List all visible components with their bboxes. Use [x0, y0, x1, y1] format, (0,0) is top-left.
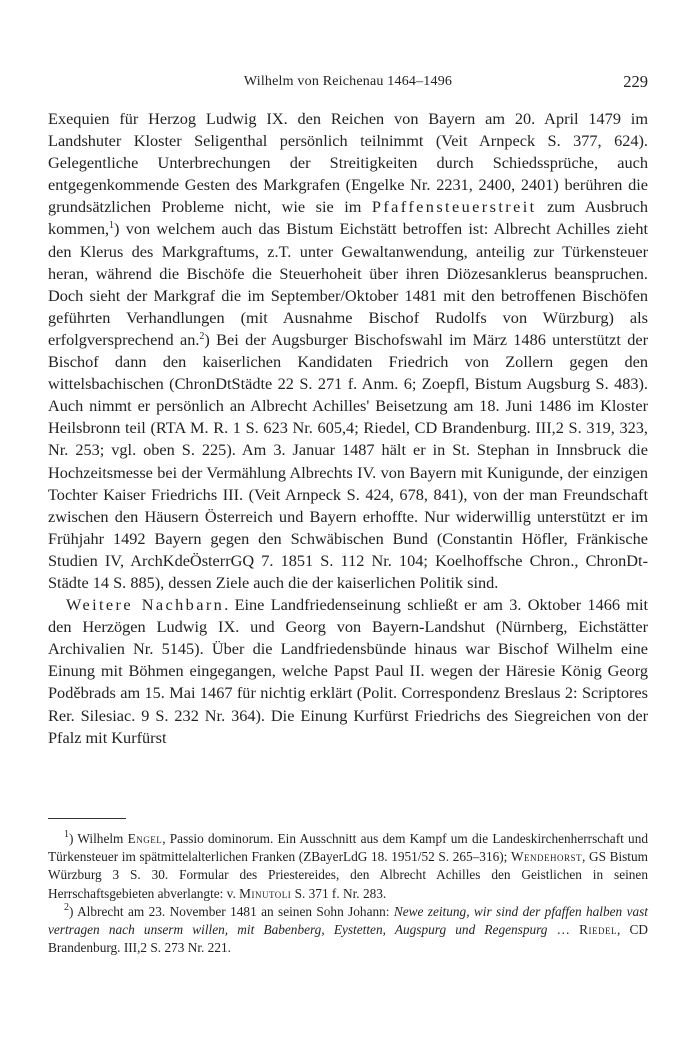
running-head: Wilhelm von Reichenau 1464–1496: [243, 74, 453, 89]
spaced-term-pfaffensteuerstreit: Pfaffensteuerstreit: [371, 197, 537, 217]
footnote-2-mark: 2: [64, 901, 69, 913]
footnote-1-text-c: , GS Bistum Würzburg 3 S. 30. Formular des Priestereides, den Albrecht Achilles den Geistlichen in seinen Herrschaftsgebieten abverlangte: v.: [48, 849, 648, 901]
footnote-2-text-c: , CD Brandenburg. III,2 S. 273 Nr. 221.: [48, 922, 648, 956]
page-number: 229: [623, 72, 648, 91]
footnote-1-text-a: ) Wilhelm: [69, 831, 128, 846]
section-heading-weitere-nachbarn: Weitere Nachbarn: [66, 595, 225, 615]
paragraph-2-text: . Eine Landfriedenseinung schließt er am 3. Oktober 1466 mit den Herzögen Ludwig IX. und Georg von Bayern-Landshut (Nürnberg, Eichstätter Archivalien Nr. 5145). Über die Landfriedensbünde hinaus war Bischof Wilhelm eine Einung mit Böhmen eingegangen, welche Papst Paul II. wegen der Häresie König Georg Poděbrads am 15. Mai 1467 für nichtig erklärt (Polit. Correspondenz Breslaus 2: Scriptores Rer. Silesiac. 9 S. 232 Nr. 364). Die Einung Kurfürst Friedrichs des Siegreichen von der Pfalz mit Kurfürst: [48, 595, 648, 747]
footnote-2-text-a: ) Albrecht am 23. November 1481 an seinen Sohn Johann:: [69, 903, 394, 919]
footnote-1-text-d: S. 371 f. Nr. 283.: [291, 885, 387, 901]
main-text: [48, 108, 648, 749]
author-engel: Engel: [127, 831, 163, 846]
footnote-1-mark: 1: [64, 829, 69, 840]
paragraph-1-text-c: ) von welchem auch das Bistum Eichstätt betroffen ist: Albrecht Achilles zieht den Klerus des Markgraftums, z.T. unter Gewaltanwendung, anteilig zur Türkensteuer heran, während die Bischöfe die Steuerhoheit über ihren Diözesanklerus beanspruchen. Doch sieht der Markgraf die im September/Oktober 1481 mit den betroffenen Bischöfen geführten Verhandlungen (mit Ausnahme Bischof Rudolfs von Würzburg) als erfolgversprechend an.: [48, 219, 648, 349]
footnote-1-text-b: , Passio dominorum. Ein Ausschnitt aus dem Kampf um die Landeskirchenherrschaft und Türkensteuer im spätmittelalterlichen Franken (ZBayerLdG 18. 1951/52 S. 265–316);: [48, 831, 648, 865]
paragraph-1-text-b: zum Ausbruch kommen,: [48, 197, 649, 239]
paragraph-2: [48, 594, 648, 749]
footnote-1: [48, 830, 648, 903]
footnote-separator: [48, 818, 126, 819]
paragraph-1: [48, 108, 648, 594]
footnote-ref-1[interactable]: 1: [109, 220, 115, 232]
footnote-2: [48, 903, 648, 958]
footnotes: [48, 830, 648, 957]
page-header: [48, 74, 648, 96]
paragraph-1-text-a: Exequien für Herzog Ludwig IX. den Reichen von Bayern am 20. April 1479 im Landshuter Kloster Seligenthal persönlich teilnimmt (Veit Arnpeck S. 377, 624). Gelegentliche Unterbrechungen der Streitigkeiten durch Schiedssprüche, auch entgegenkommende Gesten des Markgrafen (Engelke Nr. 2231, 2400, 2401) berühren die grundsätzlichen Probleme nicht, wie sie im: [48, 109, 648, 217]
quotation-italic: Newe zeitung, wir sind der pfaffen halben vast vertragen nach unserm willen, mit Babenberg, Eystetten, Augspurg und Regenspurg: [48, 903, 648, 938]
footnote-2-text-b: …: [547, 922, 580, 938]
author-riedel: Riedel: [579, 922, 617, 938]
paragraph-1-text-d: ) Bei der Augsburger Bischofswahl im März 1486 unterstützt der Bischof dann den kaiserlichen Kandidaten Friedrich von Zollern gegen den wittelsbachischen (ChronDtStädte 22 S. 271 f. Anm. 6; Zoepfl, Bistum Augsburg S. 483). Auch nimmt er persönlich an Albrecht Achilles' Beisetzung am 18. Juni 1486 im Kloster Heilsbronn teil (RTA M. R. 1 S. 623 Nr. 605,4; Riedel, CD Brandenburg. III,2 S. 319, 323, Nr. 253; vgl. oben S. 225). Am 3. Januar 1487 hält er in St. Stephan in Innsbruck die Hochzeitsmesse bei der Vermählung Albrechts IV. von Bayern mit Kunigunde, der einzigen Tochter Kaiser Friedrichs III. (Veit Arnpeck S. 424, 678, 841), von der man Freundschaft zwischen den Häusern Österreich und Bayern erhoffte. Nur widerwillig unterstützt er im Frühjahr 1492 Bayern gegen den Schwäbischen Bund (Constantin Höfler, Fränkische Studien IV, ArchKdeÖsterrGQ 7. 1851 S. 112 Nr. 104; Koelhoffsche Chron., ChronDtStädte 14 S. 885), dessen Ziele auch die der kaiserlichen Politik sind.: [48, 329, 648, 592]
footnote-ref-2[interactable]: 2: [199, 330, 205, 342]
author-minutoli: Minutoli: [239, 885, 292, 901]
author-wendehorst: Wendehorst: [510, 849, 583, 865]
